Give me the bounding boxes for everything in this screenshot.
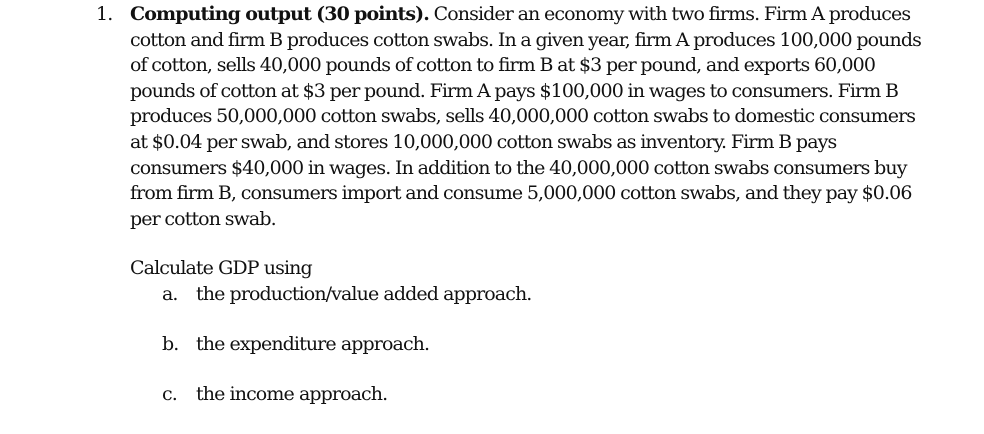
sub-question-c [162, 382, 531, 432]
sub-question-text: the income approach. [196, 383, 388, 405]
sub-question-letter: c. [162, 383, 177, 405]
sub-question-a [162, 282, 531, 332]
sub-question-text: the expenditure approach. [196, 333, 430, 355]
sub-question-list [162, 282, 531, 432]
instruction-text: Calculate GDP using [130, 257, 312, 279]
sub-question-b [162, 332, 531, 382]
question-title: Computing output (30 points). [130, 3, 429, 25]
question-body: Consider an economy with two firms. Firm A produces cotton and firm B produces cotton swabs. In a given year, firm A produces 100,000 pounds of cotton, sells 40,000 pounds of cotton to firm B at $3 per pound, and exports 60,000 pounds of cotton at $3 per pound. Firm A pays $100,000 in wages to consumers. Firm B produces 50,000,000 cotton swabs, sells 40,000,000 cotton swabs to domestic consumers at $0.04 per swab, and stores 10,000,000 cotton swabs as inventory. Firm B pays consumers $40,000 in wages. In addition to the 40,000,000 cotton swabs consumers buy from firm B, consumers import and consume 5,000,000 cotton swabs, and they pay $0.06 per cotton swab. [130, 3, 921, 230]
sub-question-text: the production/value added approach. [196, 283, 532, 305]
question-1 [96, 2, 926, 232]
question-text [130, 2, 926, 232]
sub-question-letter: b. [162, 333, 179, 355]
sub-question-letter: a. [162, 283, 178, 305]
question-number: 1. [96, 3, 113, 25]
